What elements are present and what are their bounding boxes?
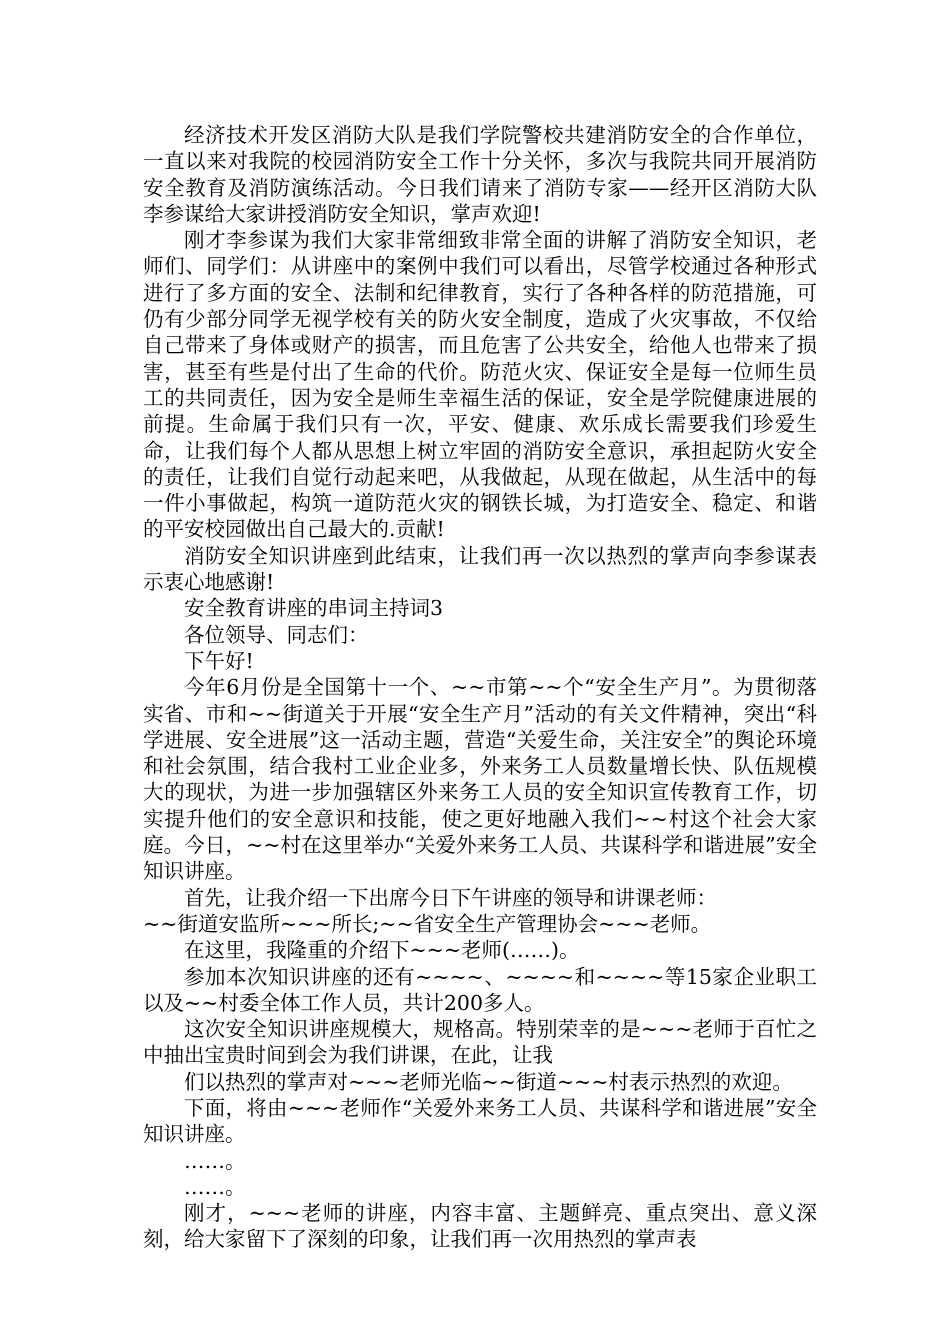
paragraph-scale: 这次安全知识讲座规模大，规格高。特别荣幸的是~~~老师于百忙之中抽出宝贵时间到会为我们讲课，在此，让我	[143, 1017, 817, 1068]
paragraph-introduce-teacher: 在这里，我隆重的介绍下~~~老师(……)。	[184, 938, 580, 963]
section-heading: 安全教育讲座的串词主持词3	[184, 596, 444, 621]
paragraph-salutation: 各位领导、同志们：	[184, 622, 369, 647]
paragraph-lecture-review: 刚才，~~~老师的讲座，内容丰富、主题鲜亮、重点突出、意义深刻，给大家留下了深刻的印象，让我们再一次用热烈的掌声表	[143, 1201, 817, 1252]
paragraph-ellipsis-1: ……。	[184, 1148, 246, 1173]
paragraph-lecture-summary: 刚才李参谋为我们大家非常细致非常全面的讲解了消防安全知识，老师们、同学们：从讲座中的案例中我们可以看出，尽管学校通过各种形式进行了多方面的安全、法制和纪律教育，实行了各种各样的防范措施，可仍有少部分同学无视学校有关的防火安全制度，造成了火灾事故，不仅给自己带来了身体或财产的损害，而且危害了公共安全，给他人也带来了损害，甚至有些是付出了生命的代价。防范火灾、保证安全是每一位师生员工的共同责任，因为安全是师生幸福生活的保证，安全是学院健康进展的前提。生命属于我们只有一次，平安、健康、欢乐成长需要我们珍爱生命，让我们每个人都从思想上树立牢固的消防安全意识，承担起防火安全的责任，让我们自觉行动起来吧，从我做起，从现在做起，从生活中的每一件小事做起，构筑一道防范火灾的钢铁长城，为打造安全、稳定、和谐的平安校园做出自己最大的.贡献!	[143, 228, 817, 542]
paragraph-closing-thanks: 消防安全知识讲座到此结束，让我们再一次以热烈的掌声向李参谋表示衷心地感谢!	[143, 543, 817, 595]
paragraph-welcome: 们以热烈的掌声对~~~老师光临~~街道~~~村表示热烈的欢迎。	[184, 1069, 793, 1094]
paragraph-introduce-guests: 首先，让我介绍一下出席今日下午讲座的领导和讲课老师：	[184, 885, 717, 910]
paragraph-guest-list: ~~街道安监所~~~所长;~~省安全生产管理协会~~~老师。	[143, 911, 712, 936]
paragraph-lecture-start: 下面，将由~~~老师作“关爱外来务工人员、共谋科学和谐进展”安全知识讲座。	[143, 1095, 817, 1147]
paragraph-safety-month: 今年6月份是全国第十一个、~~市第~~个“安全生产月”。为贯彻落实省、市和~~街道关于开展“安全生产月”活动的有关文件精神，突出“科学进展、安全进展”这一活动主题，营造“关爱生命，关注安全”的舆论环境和社会氛围，结合我村工业企业多，外来务工人员数量增长快、队伍规模大的现状，为进一步加强辖区外来务工人员的安全知识宣传教育工作，切实提升他们的安全意识和技能，使之更好地融入我们~~村这个社会大家庭。今日，~~村在这里举办“关爱外来务工人员、共谋科学和谐进展”安全知识讲座。	[143, 675, 817, 884]
paragraph-greeting: 下午好!	[184, 648, 254, 673]
paragraph-ellipsis-2: ……。	[184, 1174, 246, 1199]
paragraph-fire-brigade-intro: 经济技术开发区消防大队是我们学院警校共建消防安全的合作单位，一直以来对我院的校园消防安全工作十分关怀，多次与我院共同开展消防安全教育及消防演练活动。今日我们请来了消防专家——经开区消防大队李参谋给大家讲授消防安全知识，掌声欢迎!	[143, 123, 817, 226]
document-page	[143, 122, 817, 1253]
paragraph-attendees: 参加本次知识讲座的还有~~~~、~~~~和~~~~等15家企业职工以及~~村委全体工作人员，共计200多人。	[143, 964, 817, 1015]
